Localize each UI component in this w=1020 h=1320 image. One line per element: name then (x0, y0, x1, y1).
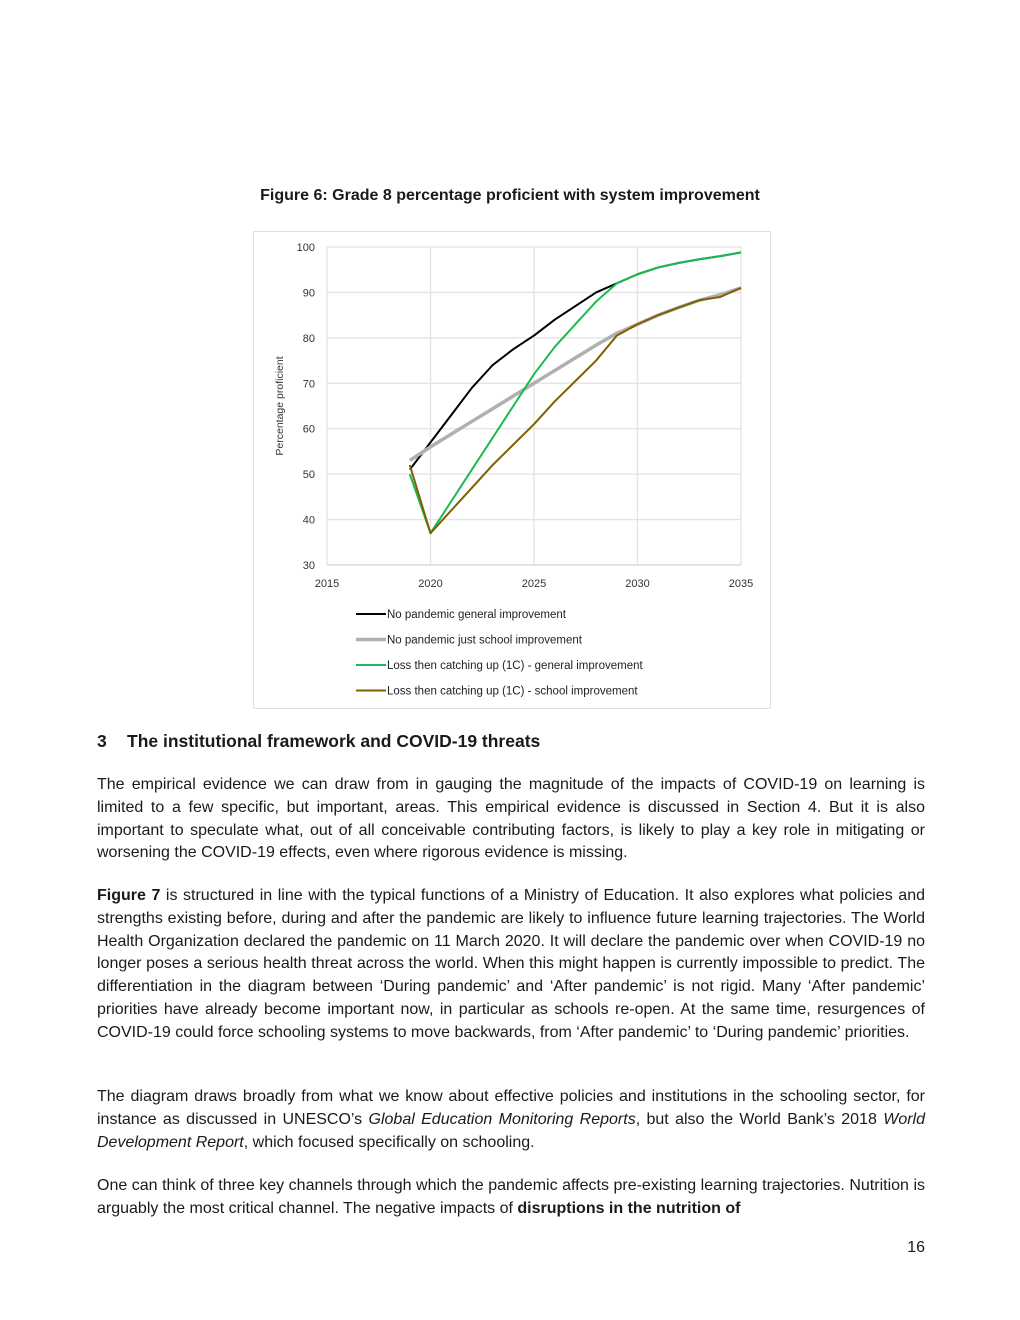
legend-label: No pandemic general improvement (387, 609, 566, 621)
x-tick-label: 2020 (418, 578, 443, 590)
paragraph-2 (97, 885, 925, 1045)
series-line-2 (410, 288, 741, 461)
report-title: World Development Report (97, 1110, 925, 1151)
y-tick-label: 90 (302, 287, 315, 300)
text: , but also the World Bank’s 2018 (635, 1110, 884, 1128)
line-chart (254, 232, 770, 708)
x-tick-label: 2030 (625, 578, 650, 590)
y-tick-label: 80 (302, 332, 315, 345)
series-line-1 (410, 252, 741, 469)
legend-label: Loss then catching up (1C) - general improvement (387, 660, 643, 672)
series-line-3 (410, 252, 741, 533)
bold-text: disruptions in the nutrition of (517, 1199, 741, 1217)
y-tick-label: 30 (302, 560, 315, 572)
x-tick-label: 2015 (314, 578, 340, 590)
legend-label: Loss then catching up (1C) - school improvement (387, 685, 638, 698)
y-tick-label: 60 (302, 423, 315, 436)
x-tick-label: 2025 (521, 578, 547, 590)
x-tick-label: 2035 (728, 578, 754, 590)
y-tick-label: 70 (302, 378, 315, 391)
paragraph-1: The empirical evidence we can draw from in gauging the magnitude of the impacts of COVID-19 on learning is limited to a few specific, but important, areas. This empirical evidence is discussed in Section 4. But it is also important to speculate what, out of all conceivable contributing factors, is likely to play a key role in mitigating or worsening the COVID-19 effects, even where rigorous evidence is missing. (97, 776, 925, 862)
section-title: The institutional framework and COVID-19 threats (127, 731, 541, 751)
section-number: 3 (97, 731, 107, 751)
text: , which focused specifically on schooling. (243, 1133, 535, 1151)
page-number: 16 (907, 1239, 925, 1256)
y-tick-label: 100 (296, 242, 315, 254)
legend-label: No pandemic just school improvement (387, 634, 582, 647)
paragraph-3 (97, 1086, 925, 1154)
paragraph-4 (97, 1175, 925, 1221)
figure-caption: Figure 6: Grade 8 percentage proficient with system improvement (260, 187, 760, 204)
text: The diagram draws broadly from what we know about effective policies and institutions in the schooling sector, for instance as discussed in UNESCO’s (97, 1088, 925, 1128)
y-axis-label: Percentage proficient (274, 356, 286, 456)
y-tick-label: 50 (302, 469, 315, 482)
y-tick-label: 40 (302, 514, 315, 527)
paragraph-2-text: is structured in line with the typical functions of a Ministry of Education. It also explores what policies and strengths existing before, during and after the pandemic are likely to influence future learning trajectories. The World Health Organization declared the pandemic on 11 March 2020. It will declare the pandemic over when COVID-19 no longer poses a serious health threat across the world. When this might happen is currently impossible to predict. The differentiation in the diagram between ‘During pandemic’ and ‘After pandemic’ is not rigid. Many ‘After pandemic’ priorities have already become important now, in particular as schools re-open. At the same time, resurgences of COVID-19 could force schooling systems to move backwards, from ‘After pandemic’ to ‘During pandemic’ priorities. (97, 887, 926, 1041)
text: One can think of three key channels through which the pandemic affects pre-existing learning trajectories. Nutrition is arguably the most critical channel. The negative impacts of (97, 1177, 925, 1217)
figure-reference[interactable]: Figure 7 (97, 887, 161, 904)
report-title: Global Education Monitoring Reports (368, 1110, 636, 1128)
chart-container (253, 231, 771, 709)
section-heading (97, 731, 540, 752)
